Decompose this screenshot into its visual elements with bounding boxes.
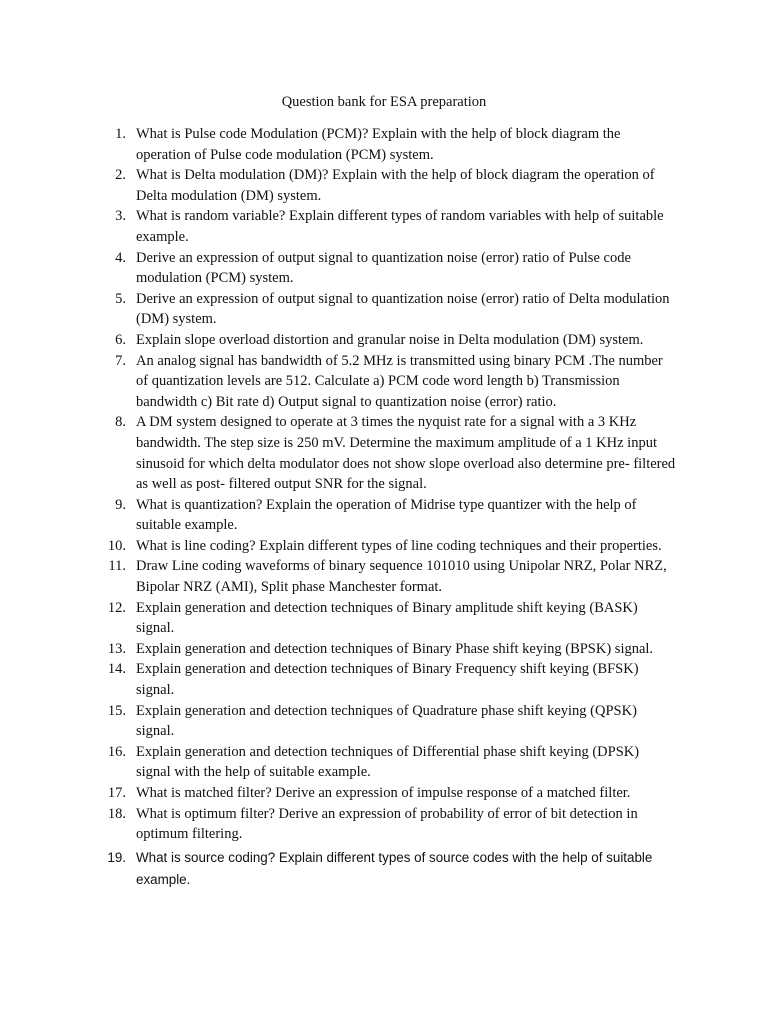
question-text: What is optimum filter? Derive an expression of probability of error of bit detection in optimum filtering. [136, 805, 638, 843]
question-item [0, 556, 676, 597]
question-text: What is line coding? Explain different types of line coding techniques and their properties. [136, 537, 662, 554]
question-text: Explain generation and detection techniques of Binary amplitude shift keying (BASK) signal. [136, 599, 638, 637]
question-text: What is Delta modulation (DM)? Explain with the help of block diagram the operation of Delta modulation (DM) system. [136, 167, 655, 204]
question-number: 13. [107, 640, 126, 657]
question-number: 8. [115, 414, 126, 431]
question-number: 18. [107, 805, 126, 822]
question-item [0, 206, 676, 247]
question-item [0, 659, 676, 700]
question-number: 10. [107, 537, 126, 554]
question-text: Draw Line coding waveforms of binary sequence 101010 using Unipolar NRZ, Polar NRZ, Bipolar NRZ (AMI), Split phase Manchester format. [136, 558, 667, 596]
question-number: 17. [107, 785, 126, 801]
question-text: Explain slope overload distortion and granular noise in Delta modulation (DM) system. [136, 331, 644, 348]
question-number: 12. [107, 599, 126, 616]
question-text: Explain generation and detection techniques of Quadrature phase shift keying (QPSK) signal. [136, 702, 637, 740]
question-item [0, 495, 676, 536]
question-number: 2. [115, 167, 126, 184]
question-item [0, 598, 676, 639]
question-item [0, 783, 676, 804]
question-number: 15. [107, 702, 126, 719]
page-title: Question bank for ESA preparation [281, 94, 487, 110]
question-item [0, 351, 676, 413]
question-item [0, 804, 676, 845]
question-number: 9. [115, 496, 126, 513]
question-text: Explain generation and detection techniques of Differential phase shift keying (DPSK) signal with the help of suitable example. [136, 743, 640, 781]
question-number: 19. [107, 849, 126, 865]
question-text: What is source coding? Explain different types of source codes with the help of suitable example. [136, 849, 653, 887]
question-item [0, 248, 676, 289]
question-number: 11. [108, 558, 126, 575]
question-text: An analog signal has bandwidth of 5.2 MHz is transmitted using binary PCM .The number of quantization levels are 512. Calculate a) PCM code word length b) Transmission bandwidth c) Bit rate d) Output signal to quantization noise (error) ratio. [136, 352, 663, 410]
question-text: A DM system designed to operate at 3 times the nyquist rate for a signal with a 3 KHz bandwidth. The step size is 250 mV. Determine the maximum amplitude of a 1 KHz input sinusoid for which delta modulator does not show slope overload also determine pre- filtered as well as post- filtered output SNR for the signal. [136, 414, 676, 493]
question-number: 7. [115, 352, 126, 369]
question-item [0, 536, 676, 557]
question-item [0, 412, 676, 494]
question-item [0, 330, 676, 351]
question-number: 5. [115, 290, 126, 307]
question-number: 16. [107, 743, 126, 760]
question-text: What is random variable? Explain different types of random variables with help of suitable example. [136, 208, 664, 245]
question-text: What is quantization? Explain the operation of Midrise type quantizer with the help of suitable example. [136, 496, 637, 534]
question-item [0, 701, 676, 742]
question-item [0, 289, 676, 330]
question-number: 3. [115, 208, 126, 225]
question-text: Derive an expression of output signal to quantization noise (error) ratio of Pulse code modulation (PCM) system. [136, 249, 631, 287]
question-list [0, 124, 768, 891]
question-text: Explain generation and detection techniques of Binary Frequency shift keying (BFSK) signal. [136, 661, 639, 699]
question-text: What is Pulse code Modulation (PCM)? Explain with the help of block diagram the operation of Pulse code modulation (PCM) system. [136, 126, 621, 163]
question-number: 6. [115, 331, 126, 348]
question-item [0, 639, 676, 660]
question-text: Derive an expression of output signal to quantization noise (error) ratio of Delta modulation (DM) system. [136, 290, 670, 328]
question-item [0, 847, 676, 891]
question-number: 14. [107, 661, 126, 678]
question-number: 4. [115, 249, 126, 266]
question-number: 1. [115, 126, 126, 142]
question-text: Explain generation and detection techniques of Binary Phase shift keying (BPSK) signal. [136, 640, 654, 657]
question-item [0, 165, 676, 206]
question-item [0, 124, 676, 165]
question-text: What is matched filter? Derive an expression of impulse response of a matched filter. [136, 785, 631, 801]
question-item [0, 742, 676, 783]
